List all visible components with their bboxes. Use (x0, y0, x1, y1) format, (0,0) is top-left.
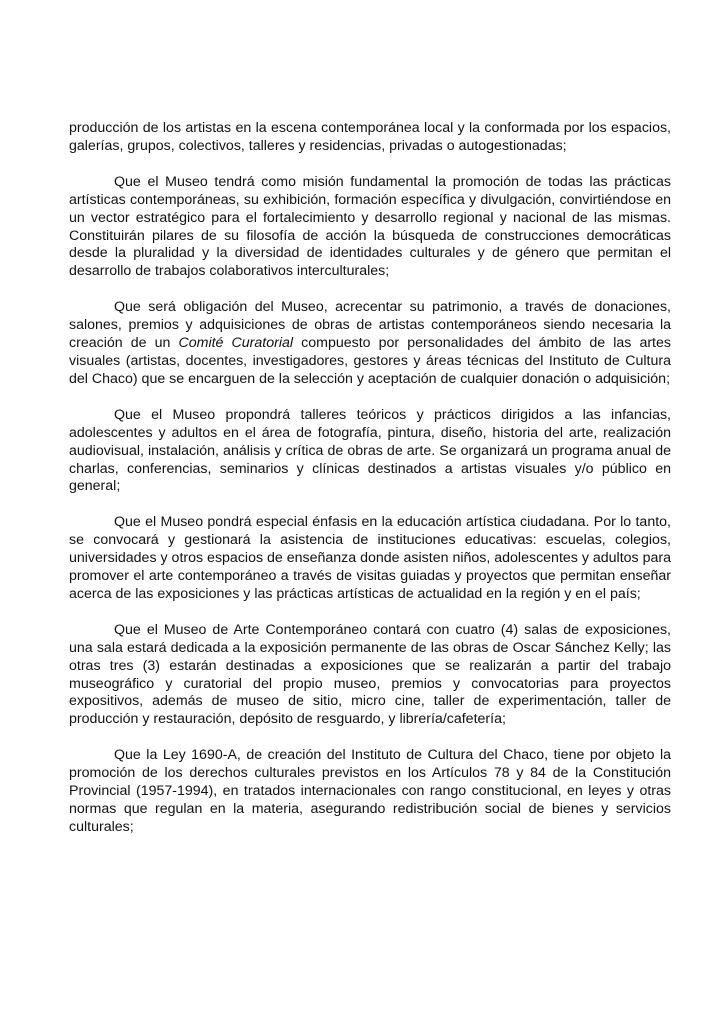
paragraph-continuation: producción de los artistas en la escena contemporánea local y la conformada por los espacios, galerías, grupos, colectivos, talleres y residencias, privadas o autogestionadas; (69, 120, 671, 154)
paragraph-talleres: Que el Museo propondrá talleres teóricos y prácticos dirigidos a las infancias, adolescentes y adultos en el área de fotografía, pintura, diseño, historia del arte, realización audiovisual, instalación, análisis y crítica de obras de arte. Se organizará un programa anual de charlas, conferencias, seminarios y clínicas destinados a artistas visuales y/o público en general; (69, 406, 671, 495)
paragraph-mision: Que el Museo tendrá como misión fundamental la promoción de todas las prácticas artísticas contemporáneas, su exhibición, formación específica y divulgación, convirtiéndose en un vector estratégico para el fortalecimiento y desarrollo regional y nacional de las mismas. Constituirán pilares de su filosofía de acción la búsqueda de construcciones democráticas desde la pluralidad y la diversidad de identidades culturales y de género que permitan el desarrollo de trabajos colaborativos interculturales; (69, 173, 671, 280)
paragraph-ley: Que la Ley 1690-A, de creación del Instituto de Cultura del Chaco, tiene por objeto la promoción de los derechos culturales previstos en los Artículos 78 y 84 de la Constitución Provincial (1957-1994), en tratados internacionales con rango constitucional, en leyes y otras normas que regulan en la materia, asegurando redistribución social de bienes y servicios culturales; (69, 747, 671, 835)
paragraph-patrimonio-before: Que será obligación del Museo, acrecentar su patrimonio, a través de donaciones, salones, premios y adquisiciones de obras de artistas contemporáneos siendo necesaria la creación de un (69, 299, 671, 352)
paragraph-patrimonio-after: compuesto por personalidades del ámbito de las artes visuales (artistas, docentes, investigadores, gestores y áreas técnicas del Instituto de Cultura del Chaco) que se encarguen de la selección y aceptación de cualquier donación o adquisición; (69, 335, 671, 387)
paragraph-salas: Que el Museo de Arte Contemporáneo contará con cuatro (4) salas de exposiciones, una sala estará dedicada a la exposición permanente de las obras de Oscar Sánchez Kelly; las otras tres (3) estarán destinadas a exposiciones que se realizarán a partir del trabajo museográfico y curatorial del propio museo, premios y convocatorias para proyectos expositivos, además de museo de sitio, micro cine, taller de experimentación, taller de producción y restauración, depósito de resguardo, y librería/cafetería; (69, 621, 671, 728)
paragraph-educacion: Que el Museo pondrá especial énfasis en la educación artística ciudadana. Por lo tanto, se convocará y gestionará la asistencia de instituciones educativas: escuelas, colegios, universidades y otros espacios de enseñanza donde asisten niños, adolescentes y adultos para promover el arte contemporáneo a través de visitas guiadas y proyectos que permitan enseñar acerca de las exposiciones y las prácticas artísticas de actualidad en la región y en el país; (69, 514, 671, 602)
comite-curatorial-emphasis: Comité Curatorial (178, 335, 294, 352)
paragraph-patrimonio (69, 299, 671, 389)
document-page (69, 120, 671, 855)
